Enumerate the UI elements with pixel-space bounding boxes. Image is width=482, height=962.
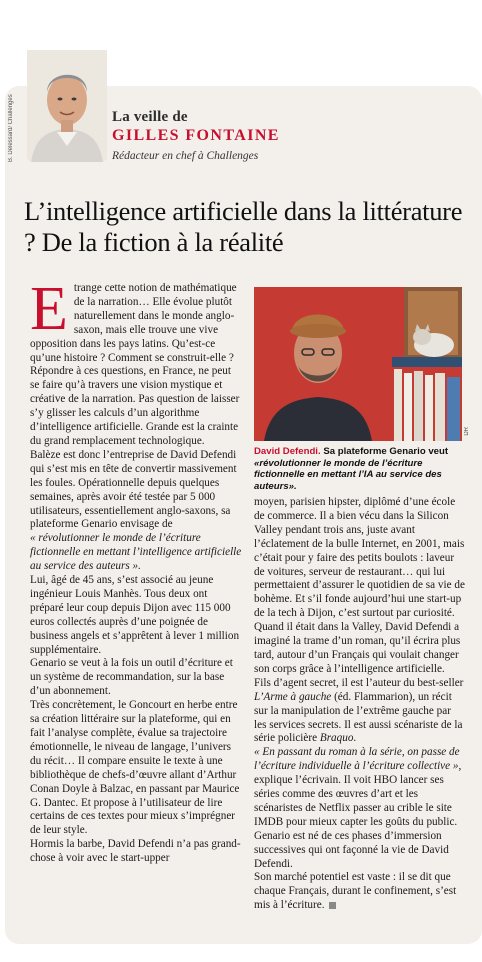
article-column-right — [254, 496, 466, 913]
series-title: Braquo — [319, 732, 354, 745]
column-kicker: La veille de — [112, 109, 188, 125]
article-photo — [254, 287, 462, 441]
quote: « révolutionner le monde de l’écriture fictionnelle en mettant l’intelligence artificielle au service des auteurs ». — [30, 532, 242, 573]
paragraph: Lui, âgé de 45 ans, s’est associé au jeune ingénieur Louis Manhès. Tous deux ont préparé leur coup depuis Dijon avec 115 000 euros collectés auprès d’une poignée de business angels et s’apprêtent à lever 1 million supplémentaire. — [30, 574, 240, 656]
figure-caption — [254, 446, 466, 492]
caption-quote: «révolutionner le monde de l’écriture fictionnelle en mettant l’IA au service des auteurs». — [254, 457, 442, 492]
paragraph: Fils d’agent secret, il est l’auteur du best-seller L’Arme à gauche (éd. Flammarion), un récit sur la manipulation de l’extrême gauche par les services secrets. Il est aussi scénariste de la série policière Braquo. — [254, 676, 464, 745]
article-title: L’intelligence artificielle dans la littérature ? De la fiction à la réalité — [24, 196, 463, 257]
caption-text: Sa plateforme Genario veut — [323, 446, 449, 457]
quote: « En passant du roman à la série, on passe de l’écriture individuelle à l’écriture collective » — [254, 746, 460, 773]
paragraph: Hormis la barbe, David Defendi n’a pas grand-chose à voir avec le start-upper — [30, 838, 241, 865]
photo-credit: B. Delessard/ Challenges — [8, 94, 14, 162]
paragraph: Balèze est donc l’entreprise de David Defendi qui s’est mis en tête de convertir massivement les foules. Opérationnelle depuis quelques semaines, après avoir été testée par 5 000 utilisateurs, essentiellement anglo-saxons, sa plateforme Genario envisage de — [30, 448, 237, 531]
drop-cap: E — [30, 275, 68, 343]
end-mark-icon — [329, 902, 336, 909]
book-title: L’Arme à gauche — [254, 690, 332, 703]
article-column-left — [30, 275, 243, 866]
author-portrait — [27, 50, 107, 162]
column-heading — [112, 108, 472, 164]
caption-name: David Defendi. — [254, 446, 321, 457]
paragraph: moyen, parisien hipster, diplômé d’une école de commerce. Il a bien vécu dans la Silicon Valley pendant trois ans, juste avant l’éclatement de la bulle Internet, en 2001, mais c’était pour y faire des petits boulots : laveur de voitures, serveur de restaurant… qui lui permettaient d’assurer le quotidien de sa vie de bohème. Et s’il fonde aujourd’hui une start-up de la tech à Dijon, c’est surtout par curiosité. Quand il était dans la Valley, David Defendi a imaginé la trame d’un roman, qu’il écrira plus tard, autour d’un Français qui voulait changer son corps grâce à l’intelligence artificielle. — [254, 496, 465, 675]
paragraph: « En passant du roman à la série, on passe de l’écriture individuelle à l’écriture collective », explique l’écrivain. Il voit HBO lancer ses séries comme des œuvres d’art et les scénaristes de Netflix passer au crible le site IMDB pour mieux capter les goûts du public. Genario est né de ces phases d’immersion successives qui ont façonné la vie de David Defendi. — [254, 746, 462, 870]
author-name: GILLES FONTAINE — [112, 127, 280, 144]
author-role: Rédacteur en chef à Challenges — [112, 150, 259, 162]
paragraph: Très concrètement, le Goncourt en herbe entre sa création littéraire sur la plateforme, qui en fait l’analyse complète, évalue sa trajectoire émotionnelle, le niveau de langage, l’univers du récit… Il compare ensuite le texte à une bibliothèque de chefs-d’œuvre allant d’Arthur Conan Doyle à Balzac, en passant par Maurice G. Dantec. Et propose à l’utilisateur de lire certains de ces textes pour mieux s’imprégner de leur style. — [30, 699, 240, 837]
paragraph: Genario se veut à la fois un outil d’écriture et un système de recommandation, sur la base d’un abonnement. — [30, 657, 233, 698]
paragraph: trange cette notion de mathématique de la narration… Elle évolue plutôt naturellement dans le monde anglo-saxon, mais elle trouve une vive opposition dans les pays latins. Qu’est-ce qu’une histoire ? Comment se construit-elle ? Répondre à ces questions, en France, ne peut se faire qu’à travers une vision mystique et créative de la narration. Pas question de laisser s’y glisser les calculs d’un algorithme d’intelligence artificielle. Grande est la crainte du grand remplacement technologique. — [30, 282, 240, 447]
paragraph: Son marché potentiel est vaste : il se dit que chaque Français, durant le confinement, s’est mis à l’écriture. — [254, 871, 457, 912]
figure-credit: DR — [464, 427, 470, 436]
